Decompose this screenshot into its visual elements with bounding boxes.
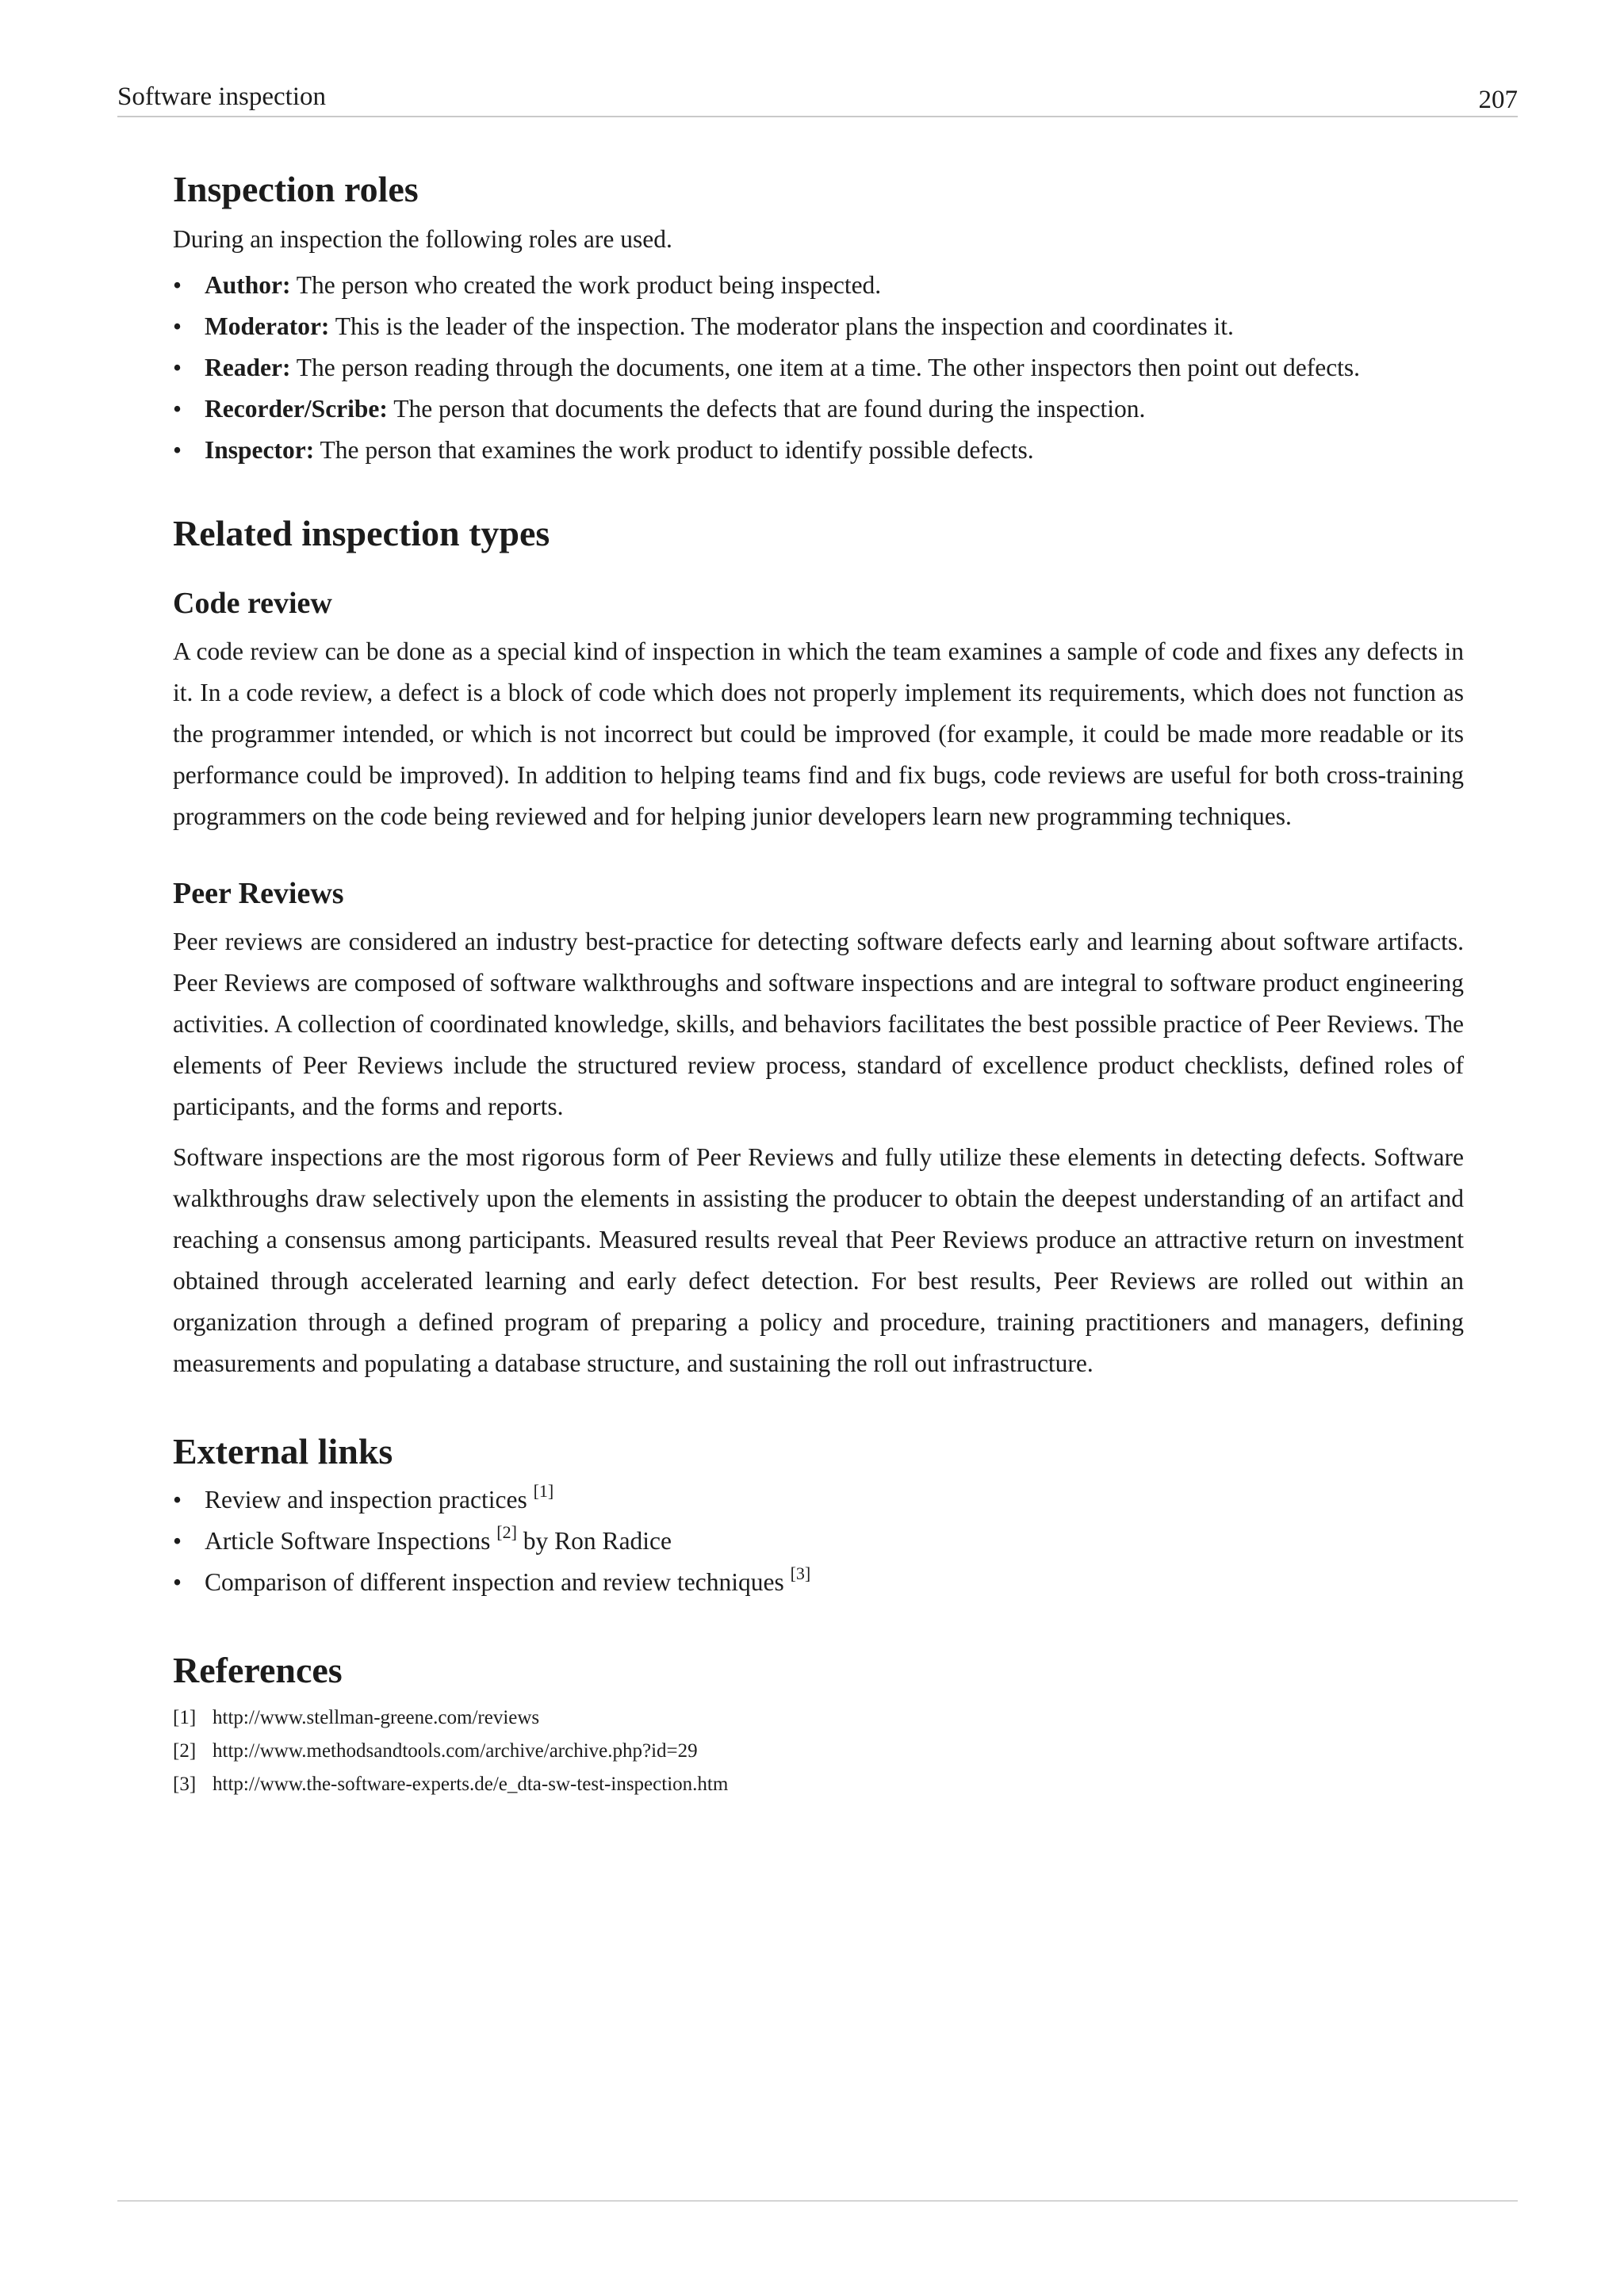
external-links-list	[173, 1479, 1464, 1603]
roles-list	[173, 265, 1464, 471]
link-suffix: by Ron Radice	[516, 1527, 672, 1555]
peer-reviews-paragraph-2: Software inspections are the most rigorous form of Peer Reviews and fully utilize these elements in detecting defects. Software walkthroughs draw selectively upon the elements in assisting the producer to obtain the deepest understanding of an artifact and reaching a consensus among participants. Measured results reveal that Peer Reviews produce an attractive return on investment obtained through accelerated learning and early defect detection. For best results, Peer Reviews are rolled out within an organization through a defined program of preparing a policy and procedure, training practitioners and managers, defining measurements and populating a database structure, and sustaining the roll out infrastructure.	[173, 1143, 1464, 1377]
reference-number: [3]	[173, 1774, 197, 1795]
citation-marker[interactable]: [3]	[790, 1563, 811, 1583]
bullet-icon: •	[173, 312, 182, 340]
bullet-icon: •	[173, 1527, 182, 1555]
role-description: The person reading through the documents, one item at a time. The other inspectors then point out defects.	[290, 354, 1361, 381]
external-link[interactable]: Review and inspection practices	[205, 1486, 534, 1513]
peer-reviews-paragraph-1: Peer reviews are considered an industry best-practice for detecting software defects early and learning about software artifacts. Peer Reviews are composed of software walkthroughs and software inspections and are integral to software product engineering activities. A collection of coordinated knowledge, skills, and behaviors facilitates the best possible practice of Peer Reviews. The elements of Peer Reviews include the structured review process, standard of excellence product checklists, defined roles of participants, and the forms and reports.	[173, 928, 1464, 1120]
subsection-title-code-review: Code review	[173, 587, 332, 620]
list-item	[173, 347, 1464, 388]
list-item	[173, 430, 1464, 471]
reference-number: [1]	[173, 1707, 197, 1728]
role-term: Moderator:	[205, 312, 330, 340]
page-number: 207	[1478, 86, 1518, 114]
running-title: Software inspection	[117, 82, 327, 111]
role-term: Author:	[205, 271, 291, 299]
role-description: The person who created the work product being inspected.	[290, 271, 882, 299]
reference-number: [2]	[173, 1740, 197, 1762]
section-title-related-inspection-types: Related inspection types	[173, 513, 550, 553]
references-list	[173, 1701, 1464, 1801]
citation-marker[interactable]: [1]	[533, 1481, 554, 1501]
article-body	[173, 159, 1464, 1801]
reference-url[interactable]: http://www.the-software-experts.de/e_dta-sw-test-inspection.htm	[213, 1774, 729, 1795]
role-description: The person that documents the defects that are found during the inspection.	[387, 395, 1146, 423]
bullet-icon: •	[173, 1568, 182, 1596]
bullet-icon: •	[173, 1486, 182, 1513]
bullet-icon: •	[173, 271, 182, 299]
list-item	[173, 388, 1464, 430]
code-review-paragraph: A code review can be done as a special kind of inspection in which the team examines a sample of code and fixes any defects in it. In a code review, a defect is a block of code which does not properly implement its requirements, which does not function as the programmer intended, or which is not incorrect but could be improved (for example, it could be made more readable or its performance could be improved). In addition to helping teams find and fix bugs, code reviews are useful for both cross-training programmers on the code being reviewed and for helping junior developers learn new programming techniques.	[173, 637, 1464, 830]
bullet-icon: •	[173, 354, 182, 381]
bullet-icon: •	[173, 436, 182, 464]
page-footer-rule	[117, 2200, 1518, 2202]
subsection-title-peer-reviews: Peer Reviews	[173, 877, 344, 910]
list-item	[173, 1521, 1464, 1562]
reference-url[interactable]: http://www.stellman-greene.com/reviews	[213, 1707, 540, 1728]
inspection-roles-intro: During an inspection the following roles are used.	[173, 225, 672, 253]
page-header	[117, 76, 1518, 117]
role-term: Recorder/Scribe:	[205, 395, 388, 423]
list-item	[173, 1562, 1464, 1603]
role-term: Reader:	[205, 354, 291, 381]
list-item	[173, 306, 1464, 347]
section-title-external-links: External links	[173, 1431, 393, 1471]
reference-item	[173, 1768, 1464, 1801]
section-title-inspection-roles: Inspection roles	[173, 169, 419, 209]
bullet-icon: •	[173, 395, 182, 423]
list-item	[173, 265, 1464, 306]
role-description: This is the leader of the inspection. The moderator plans the inspection and coordinates it.	[329, 312, 1234, 340]
role-term: Inspector:	[205, 436, 315, 464]
reference-url[interactable]: http://www.methodsandtools.com/archive/archive.php?id=29	[213, 1740, 698, 1762]
external-link[interactable]: Comparison of different inspection and review techniques	[205, 1568, 791, 1596]
list-item	[173, 1479, 1464, 1521]
external-link[interactable]: Article Software Inspections	[205, 1527, 497, 1555]
role-description: The person that examines the work product to identify possible defects.	[314, 436, 1034, 464]
section-title-references: References	[173, 1650, 343, 1690]
citation-marker[interactable]: [2]	[496, 1522, 517, 1542]
reference-item	[173, 1701, 1464, 1735]
reference-item	[173, 1735, 1464, 1768]
